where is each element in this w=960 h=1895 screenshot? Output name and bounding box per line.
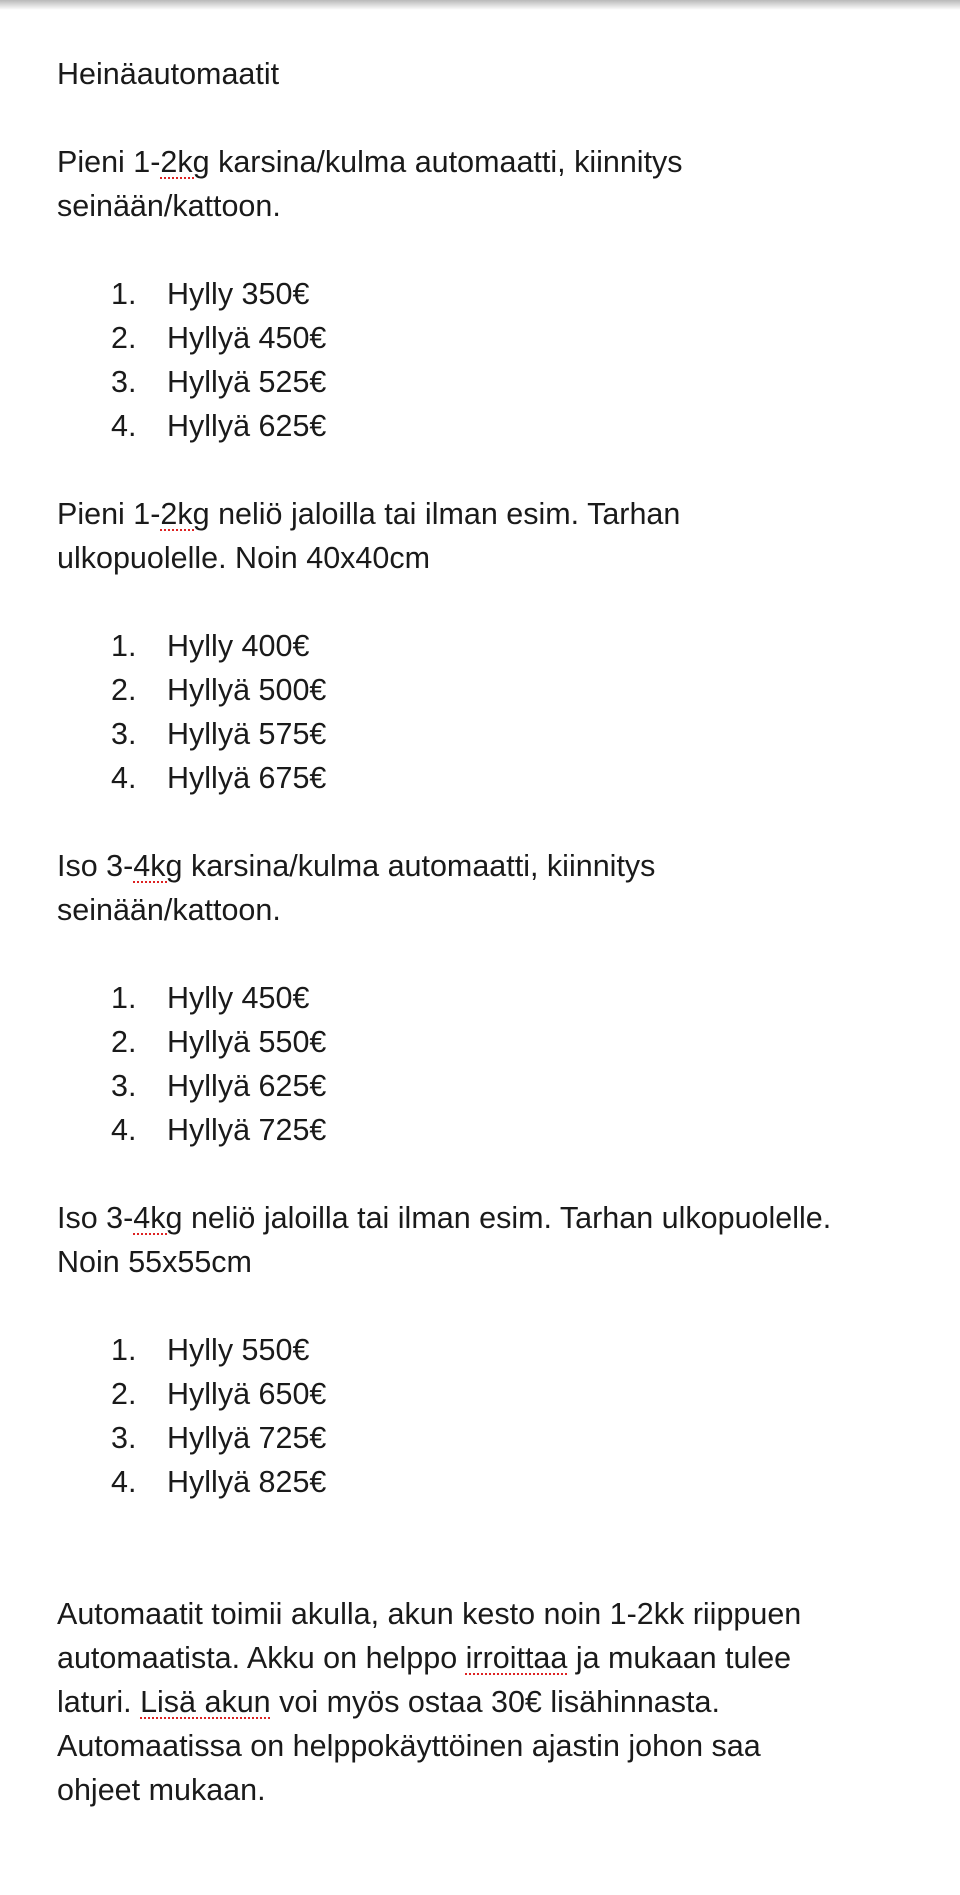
list-item: 4. Hyllyä 725€ [111, 1113, 327, 1147]
spellcheck-word[interactable]: Lisä akun [140, 1685, 271, 1719]
list-item: 3. Hyllyä 575€ [111, 717, 327, 751]
product-section [57, 844, 917, 1152]
list-item: 2. Hyllyä 550€ [111, 1025, 327, 1059]
product-section [57, 492, 917, 800]
document-body [57, 52, 917, 1812]
spellcheck-word[interactable]: 4kg [133, 849, 183, 883]
price-list [57, 272, 917, 448]
list-item: 2. Hyllyä 500€ [111, 673, 327, 707]
price-list [57, 1328, 917, 1504]
spellcheck-word[interactable]: irroittaa [465, 1641, 568, 1675]
section-description: Iso 3-4kg neliö jaloilla tai ilman esim. Tarhan ulkopuolelle. Noin 55x55cm [57, 1201, 832, 1279]
spacer [57, 1548, 917, 1592]
list-item: 4. Hyllyä 675€ [111, 761, 327, 795]
list-item: 1. Hylly 350€ [111, 277, 310, 311]
list-item: 3. Hyllyä 725€ [111, 1421, 327, 1455]
section-description: Pieni 1-2kg karsina/kulma automaatti, kiinnitys seinään/kattoon. [57, 145, 683, 223]
list-item: 3. Hyllyä 525€ [111, 365, 327, 399]
list-item: 3. Hyllyä 625€ [111, 1069, 327, 1103]
product-section [57, 1196, 917, 1504]
page-title: Heinäautomaatit [57, 57, 280, 91]
spellcheck-word[interactable]: 4kg [133, 1201, 183, 1235]
price-list [57, 976, 917, 1152]
section-description: Iso 3-4kg karsina/kulma automaatti, kiinnitys seinään/kattoon. [57, 849, 656, 927]
list-item: 2. Hyllyä 450€ [111, 321, 327, 355]
list-item: 1. Hylly 550€ [111, 1333, 310, 1367]
list-item: 2. Hyllyä 650€ [111, 1377, 327, 1411]
list-item: 1. Hylly 450€ [111, 981, 310, 1015]
price-list [57, 624, 917, 800]
spellcheck-word[interactable]: 2kg [160, 497, 210, 531]
top-shadow [0, 0, 960, 10]
product-section [57, 140, 917, 448]
list-item: 4. Hyllyä 825€ [111, 1465, 327, 1499]
list-item: 1. Hylly 400€ [111, 629, 310, 663]
section-description: Pieni 1-2kg neliö jaloilla tai ilman esim. Tarhan ulkopuolelle. Noin 40x40cm [57, 497, 681, 575]
footer-paragraph: Automaatit toimii akulla, akun kesto noin 1-2kk riippuen automaatista. Akku on helppo irroittaa ja mukaan tulee laturi. Lisä akun voi myös ostaa 30€ lisähinnasta. Automaatissa on helppokäyttöinen ajastin johon saa ohjeet mukaan. [57, 1597, 802, 1807]
list-item: 4. Hyllyä 625€ [111, 409, 327, 443]
spellcheck-word[interactable]: 2kg [160, 145, 210, 179]
